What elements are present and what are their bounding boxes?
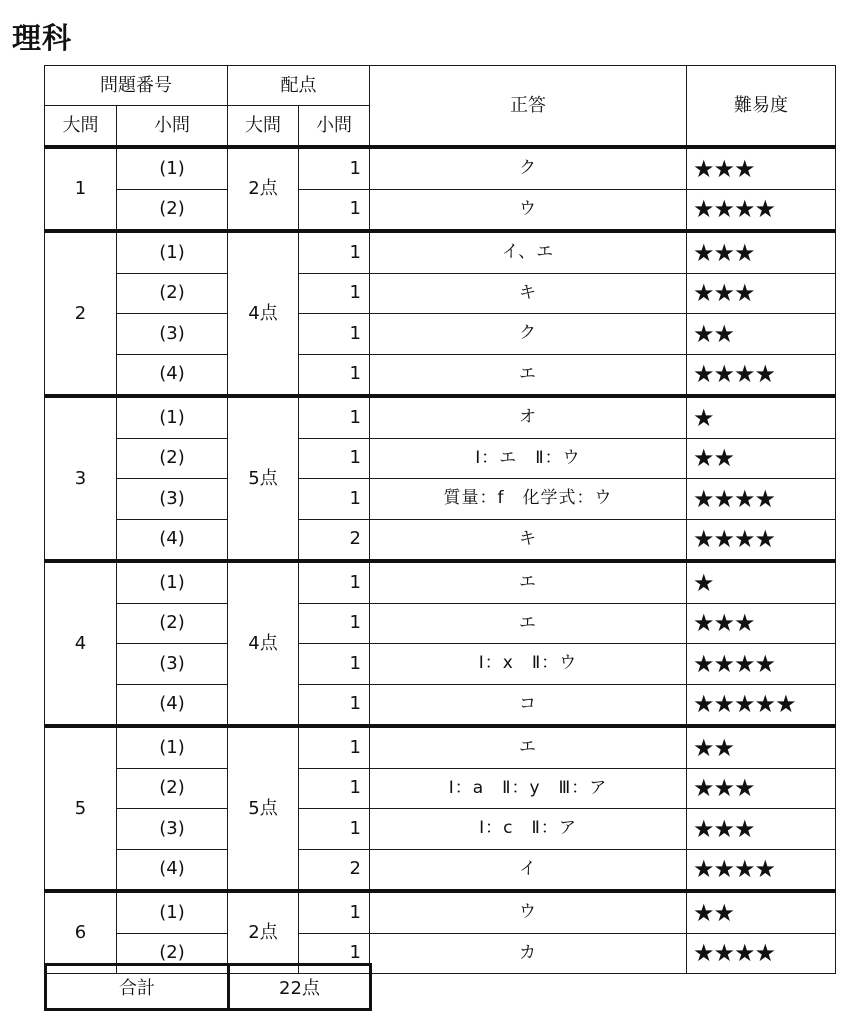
correct-answer: エ <box>370 603 687 644</box>
difficulty-stars: ★ <box>687 396 836 438</box>
difficulty-stars: ★★★★ <box>687 354 836 396</box>
header-question-no: 問題番号 <box>45 66 228 106</box>
table-row <box>45 273 836 314</box>
minor-points: 1 <box>299 147 370 189</box>
correct-answer: イ <box>370 849 687 891</box>
header-major: 大問 <box>45 106 117 148</box>
minor-points: 1 <box>299 189 370 231</box>
table-row <box>45 438 836 479</box>
table-row <box>45 354 836 396</box>
major-question-number: 4 <box>45 561 117 726</box>
major-question-number: 1 <box>45 147 117 231</box>
minor-question-number: (1) <box>117 726 228 768</box>
table-row <box>45 603 836 644</box>
minor-points: 1 <box>299 603 370 644</box>
minor-question-number: (1) <box>117 396 228 438</box>
minor-question-number: (2) <box>117 768 228 809</box>
correct-answer: ウ <box>370 189 687 231</box>
minor-question-number: (2) <box>117 438 228 479</box>
difficulty-stars: ★ <box>687 561 836 603</box>
minor-points: 1 <box>299 231 370 273</box>
difficulty-stars: ★★★★ <box>687 189 836 231</box>
correct-answer: ク <box>370 314 687 355</box>
minor-question-number: (3) <box>117 809 228 850</box>
table-row <box>45 147 836 189</box>
header-answer: 正答 <box>370 66 687 148</box>
correct-answer: カ <box>370 933 687 974</box>
table-row <box>45 479 836 520</box>
correct-answer: キ <box>370 519 687 561</box>
correct-answer: 質量：f 化学式：ウ <box>370 479 687 520</box>
minor-points: 1 <box>299 726 370 768</box>
difficulty-stars: ★★★ <box>687 273 836 314</box>
table-row <box>45 726 836 768</box>
minor-points: 1 <box>299 933 370 974</box>
table-row <box>45 189 836 231</box>
correct-answer: エ <box>370 561 687 603</box>
correct-answer: オ <box>370 396 687 438</box>
minor-question-number: (4) <box>117 354 228 396</box>
total-value: 22点 <box>229 965 371 1010</box>
minor-points: 1 <box>299 768 370 809</box>
minor-points: 2 <box>299 849 370 891</box>
minor-question-number: (4) <box>117 684 228 726</box>
table-row <box>45 891 836 933</box>
difficulty-stars: ★★ <box>687 891 836 933</box>
correct-answer: エ <box>370 354 687 396</box>
minor-points: 1 <box>299 354 370 396</box>
difficulty-stars: ★★★ <box>687 603 836 644</box>
minor-question-number: (2) <box>117 273 228 314</box>
minor-points: 1 <box>299 891 370 933</box>
total-table <box>44 963 372 1011</box>
minor-question-number: (4) <box>117 519 228 561</box>
correct-answer: コ <box>370 684 687 726</box>
table-row <box>45 644 836 685</box>
difficulty-stars: ★★★★ <box>687 933 836 974</box>
minor-question-number: (2) <box>117 189 228 231</box>
minor-points: 1 <box>299 479 370 520</box>
difficulty-stars: ★★★★ <box>687 519 836 561</box>
header-points-major: 大問 <box>228 106 299 148</box>
major-question-number: 6 <box>45 891 117 974</box>
table-row <box>45 768 836 809</box>
minor-question-number: (3) <box>117 314 228 355</box>
minor-question-number: (2) <box>117 603 228 644</box>
minor-question-number: (1) <box>117 231 228 273</box>
difficulty-stars: ★★★★ <box>687 644 836 685</box>
table-row <box>45 519 836 561</box>
major-points: 5点 <box>228 396 299 561</box>
correct-answer: キ <box>370 273 687 314</box>
correct-answer: Ⅰ：a Ⅱ：y Ⅲ：ア <box>370 768 687 809</box>
difficulty-stars: ★★★ <box>687 768 836 809</box>
difficulty-stars: ★★★ <box>687 231 836 273</box>
correct-answer: エ <box>370 726 687 768</box>
difficulty-stars: ★★★★ <box>687 849 836 891</box>
major-points: 4点 <box>228 561 299 726</box>
major-question-number: 5 <box>45 726 117 891</box>
minor-points: 1 <box>299 644 370 685</box>
minor-question-number: (3) <box>117 644 228 685</box>
major-points: 2点 <box>228 147 299 231</box>
correct-answer: Ⅰ：x Ⅱ：ウ <box>370 644 687 685</box>
minor-points: 1 <box>299 561 370 603</box>
minor-points: 1 <box>299 396 370 438</box>
total-label: 合計 <box>46 965 229 1010</box>
major-question-number: 3 <box>45 396 117 561</box>
minor-question-number: (1) <box>117 147 228 189</box>
correct-answer: ウ <box>370 891 687 933</box>
minor-points: 1 <box>299 684 370 726</box>
difficulty-stars: ★★★ <box>687 147 836 189</box>
answer-table <box>44 65 836 974</box>
page-title: 理科 <box>12 21 73 55</box>
minor-question-number: (4) <box>117 849 228 891</box>
correct-answer: イ、エ <box>370 231 687 273</box>
header-points: 配点 <box>228 66 370 106</box>
minor-points: 1 <box>299 438 370 479</box>
minor-points: 1 <box>299 273 370 314</box>
correct-answer: Ⅰ：エ Ⅱ：ウ <box>370 438 687 479</box>
minor-question-number: (3) <box>117 479 228 520</box>
difficulty-stars: ★★ <box>687 726 836 768</box>
header-difficulty: 難易度 <box>687 66 836 148</box>
table-row <box>45 396 836 438</box>
difficulty-stars: ★★★ <box>687 809 836 850</box>
table-row <box>45 231 836 273</box>
major-points: 4点 <box>228 231 299 396</box>
difficulty-stars: ★★★★★ <box>687 684 836 726</box>
correct-answer: Ⅰ：c Ⅱ：ア <box>370 809 687 850</box>
table-row <box>45 684 836 726</box>
difficulty-stars: ★★★★ <box>687 479 836 520</box>
table-row <box>45 809 836 850</box>
difficulty-stars: ★★ <box>687 438 836 479</box>
header-points-minor: 小問 <box>299 106 370 148</box>
minor-points: 2 <box>299 519 370 561</box>
minor-points: 1 <box>299 809 370 850</box>
table-row <box>45 849 836 891</box>
header-minor: 小問 <box>117 106 228 148</box>
major-question-number: 2 <box>45 231 117 396</box>
correct-answer: ク <box>370 147 687 189</box>
minor-question-number: (1) <box>117 561 228 603</box>
major-points: 5点 <box>228 726 299 891</box>
difficulty-stars: ★★ <box>687 314 836 355</box>
table-row <box>45 314 836 355</box>
minor-question-number: (2) <box>117 933 228 974</box>
table-row <box>45 561 836 603</box>
minor-question-number: (1) <box>117 891 228 933</box>
major-points: 2点 <box>228 891 299 974</box>
minor-points: 1 <box>299 314 370 355</box>
